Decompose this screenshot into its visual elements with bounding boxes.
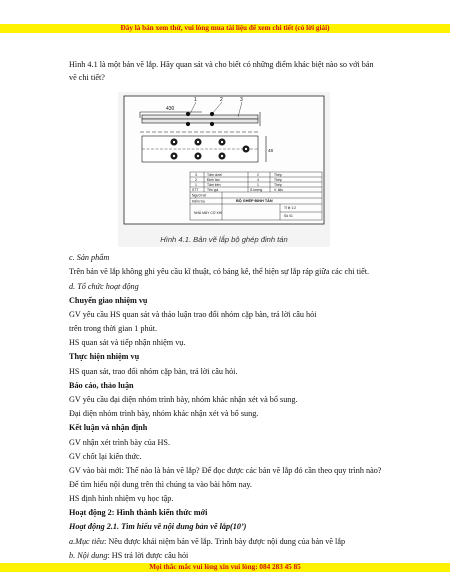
heading-perform-task: Thực hiện nhiệm vụ	[69, 352, 140, 361]
content-label: b. Nội dung	[69, 551, 108, 560]
table-r4-c4: V. liệu	[274, 188, 284, 192]
intro-line-2: vẽ chi tiết?	[69, 73, 105, 82]
paragraph-line: Đại diện nhóm trình bày, nhóm khác nhận xét và bổ sung.	[69, 409, 259, 418]
paragraph-line: GV yêu cầu HS quan sát và thảo luận trao đổi nhóm cặp bàn, trả lời câu hỏi	[69, 310, 317, 319]
paragraph-line: GV chốt lại kiến thức.	[69, 452, 142, 461]
table-r1-c2: Tấm dưới	[207, 173, 222, 177]
heading-activity-2: Hoạt động 2: Hình thành kiến thức mới	[69, 508, 208, 517]
title-block-checked-by: Kiểm tra	[192, 199, 205, 204]
section-d-heading: d. Tổ chức hoạt động	[69, 282, 139, 291]
objective-line	[69, 537, 389, 547]
section-c-heading: c. Sản phẩm	[69, 253, 110, 262]
title-block-title: BỘ GHÉP ĐINH TÁN	[236, 199, 273, 203]
paragraph-line: Để tìm hiểu nội dung trên thì chúng ta vào bài hôm nay.	[69, 480, 252, 489]
table-r3-c2: Tấm trên	[207, 183, 221, 187]
top-view	[140, 132, 274, 162]
paragraph-line: GV nhận xét trình bày của HS.	[69, 438, 171, 447]
table-r1-c4: Thép	[274, 173, 282, 177]
objective-label: a.Mục tiêu	[69, 537, 105, 546]
title-block-company: NHÀ MÁY CƠ KHÍ	[194, 211, 223, 215]
table-r3-c3: 1	[257, 183, 259, 187]
paragraph-line: HS quan sát và tiếp nhận nhiệm vụ.	[69, 338, 186, 347]
paragraph-line: trên trong thời gian 1 phút.	[69, 324, 158, 333]
contact-banner: Mọi thắc mắc vui lòng xin vui lòng: 084 283 45 85	[0, 563, 450, 572]
heading-conclusion: Kết luận và nhận định	[69, 423, 148, 432]
table-r2-c1: 2	[195, 178, 197, 182]
table-r2-c3: 4	[257, 178, 259, 182]
intro-line-1: Hình 4.1 là một bản vẽ lắp. Hãy quan sát và cho biết có những điểm khác biệt nào so với bản	[69, 60, 374, 69]
table-r4-c1: STT	[192, 188, 199, 192]
title-block-sheet: Số 01	[284, 214, 293, 218]
callout-1: 1	[194, 97, 197, 103]
content-text: : HS trả lời được câu hỏi	[107, 551, 189, 560]
heading-activity-2-1: Hoạt động 2.1. Tìm hiểu về nội dung bản vẽ lắp(10’)	[69, 522, 247, 531]
title-block-scale: Tỉ lệ 1:2	[284, 206, 297, 210]
title-block-drawn-by: Người vẽ	[192, 193, 207, 198]
callout-2: 2	[220, 97, 223, 103]
heading-report: Báo cáo, thảo luận	[69, 381, 134, 390]
dim-side-label: 48	[268, 148, 274, 153]
section-c-text: Trên bản vẽ lắp không ghi yêu cầu kĩ thuật, có bảng kê, thể hiện sự lắp ráp giữa các chi tiết.	[69, 267, 370, 276]
table-r1-c3: 2	[257, 173, 259, 177]
table-r3-c4: Thép	[274, 183, 282, 187]
dim-top-label: 430	[166, 106, 175, 112]
paragraph-line: HS định hình nhiệm vụ học tập.	[69, 494, 174, 503]
table-r1-c1: 3	[195, 173, 197, 177]
objective-text: : Nêu được khái niệm bản vẽ lắp. Trình bày được nội dung của bản vẽ lắp	[104, 537, 346, 546]
assembly-drawing-figure	[118, 92, 330, 247]
table-r3-c1: 1	[195, 183, 197, 187]
paragraph-line: GV vào bài mới: Thế nào là bản vẽ lắp? Để đọc được các bản vẽ lắp đó cần theo quy trình nào?	[69, 466, 382, 475]
paragraph-line: HS quan sát, trao đổi nhóm cặp bàn, trả lời câu hỏi.	[69, 367, 238, 376]
preview-banner: Đây là bản xem thử, vui lòng mua tài liệu để xem chi tiết (có lời giải)	[0, 24, 450, 33]
content-line	[69, 551, 389, 561]
paragraph-line: GV yêu cầu đại diện nhóm trình bày, nhóm khác nhận xét và bổ sung.	[69, 395, 298, 404]
callout-3: 3	[240, 97, 243, 103]
heading-assign-task: Chuyển giao nhiệm vụ	[69, 296, 148, 305]
table-r2-c2: Đinh tán	[207, 178, 220, 182]
figure-caption: Hình 4.1. Bản vẽ lắp bộ ghép đinh tán	[160, 235, 288, 244]
table-r2-c4: Thép	[274, 178, 282, 182]
table-r4-c2: Tên gọi	[207, 188, 219, 192]
table-r4-c3: S.lượng	[250, 188, 263, 192]
